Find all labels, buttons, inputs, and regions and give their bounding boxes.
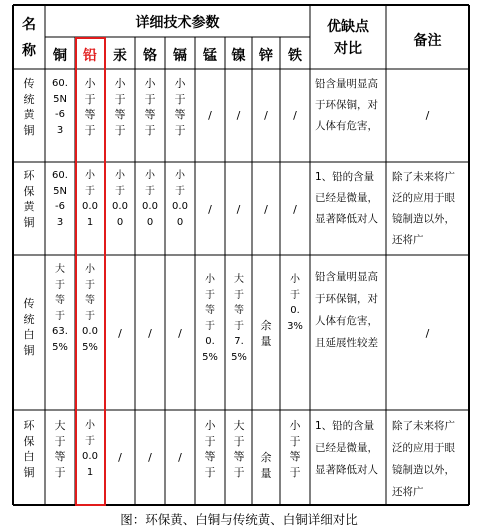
row-4-cadmium: / bbox=[178, 451, 182, 464]
row-2-manganese: / bbox=[208, 203, 212, 216]
row-2-remarks: 除了未来将广泛的应用于眼镜制造以外，还将广 bbox=[392, 171, 455, 246]
row-1-iron: / bbox=[293, 109, 297, 122]
row-1-name: 传统黄铜 bbox=[23, 77, 35, 137]
row-4-remarks: 除了未来将广泛的应用于眼镜制造以外，还将广 bbox=[392, 420, 455, 498]
row-3-manganese: 小于等于0.5% bbox=[202, 274, 218, 363]
row-4-copper: 大于等于 bbox=[54, 419, 66, 479]
row-2-mercury: 小于0.00 bbox=[112, 170, 128, 228]
row-4-nickel: 大于等于 bbox=[233, 419, 245, 479]
row-2-iron: / bbox=[293, 203, 297, 216]
row-3-mercury: / bbox=[118, 327, 122, 340]
row-2-name: 环保黄铜 bbox=[23, 169, 35, 229]
header-name-char2: 称 bbox=[22, 43, 36, 59]
row-1-manganese: / bbox=[208, 109, 212, 122]
row-1-nickel: / bbox=[236, 109, 241, 122]
row-1-remarks: / bbox=[425, 109, 430, 122]
header-pros-cons-line1: 优缺点 bbox=[327, 19, 369, 35]
row-4-manganese: 小于等于 bbox=[204, 419, 216, 479]
row-3-lead: 小于等于0.05% bbox=[82, 264, 98, 353]
row-3-cadmium: / bbox=[178, 327, 182, 340]
figure-caption: 图：环保黄、白铜与传统黄、白铜详细对比 bbox=[120, 512, 358, 527]
row-1-lead: 小于等于 bbox=[84, 77, 96, 137]
row-4-zinc: 余量 bbox=[260, 451, 272, 480]
metal-header-copper: 铜 bbox=[53, 48, 67, 64]
row-2-chromium: 小于0.00 bbox=[142, 170, 158, 228]
row-1-cadmium: 小于等于 bbox=[174, 77, 186, 137]
row-1-mercury: 小于等于 bbox=[114, 77, 126, 137]
row-4-name: 环保白铜 bbox=[23, 419, 35, 479]
metal-header-mercury: 汞 bbox=[113, 48, 127, 64]
row-3-name: 传统白铜 bbox=[23, 297, 35, 357]
row-1-copper: 60.5N-63 bbox=[52, 78, 68, 136]
header-name-char1: 名 bbox=[22, 17, 36, 33]
row-2-nickel: / bbox=[236, 203, 241, 216]
row-1-pros-cons: 铅含量明显高于环保铜，对人体有危害， bbox=[315, 78, 378, 132]
header-pros-cons-line2: 对比 bbox=[334, 41, 362, 57]
row-3-nickel: 大于等于7.5% bbox=[231, 274, 247, 363]
row-4-pros-cons: 1、铅的含量已经是微量，显著降低对人 bbox=[315, 420, 378, 476]
header-params-title: 详细技术参数 bbox=[135, 15, 220, 31]
row-3-chromium: / bbox=[148, 327, 152, 340]
row-2-cadmium: 小于0.00 bbox=[172, 170, 188, 228]
row-2-zinc: / bbox=[264, 203, 268, 216]
row-3-zinc: 余量 bbox=[260, 319, 272, 348]
metal-header-chromium: 铬 bbox=[143, 48, 157, 64]
row-2-lead: 小于0.01 bbox=[82, 170, 98, 228]
row-1-zinc: / bbox=[264, 109, 268, 122]
metal-header-lead: 铅 bbox=[83, 48, 97, 64]
row-2-pros-cons: 1、铅的含量已经是微量，显著降低对人 bbox=[315, 171, 378, 225]
row-3-pros-cons: 铅含量明显高于环保铜，对人体有危害，且延展性较差 bbox=[315, 271, 378, 349]
row-3-remarks: / bbox=[425, 327, 430, 340]
row-3-copper: 大于等于63.5% bbox=[52, 264, 68, 353]
row-4-lead: 小于0.01 bbox=[82, 420, 98, 478]
row-4-mercury: / bbox=[118, 451, 122, 464]
metal-header-nickel: 镍 bbox=[231, 48, 246, 64]
row-1-chromium: 小于等于 bbox=[144, 77, 156, 137]
metal-header-manganese: 锰 bbox=[203, 48, 217, 64]
row-4-chromium: / bbox=[148, 451, 152, 464]
row-3-iron: 小于0.3% bbox=[287, 274, 303, 332]
header-remarks: 备注 bbox=[413, 33, 442, 49]
metal-header-iron: 铁 bbox=[288, 48, 302, 64]
row-2-copper: 60.5N-63 bbox=[52, 170, 68, 228]
metal-header-zinc: 锌 bbox=[259, 48, 273, 64]
metal-header-cadmium: 镉 bbox=[173, 48, 187, 64]
row-4-iron: 小于等于 bbox=[289, 419, 301, 479]
